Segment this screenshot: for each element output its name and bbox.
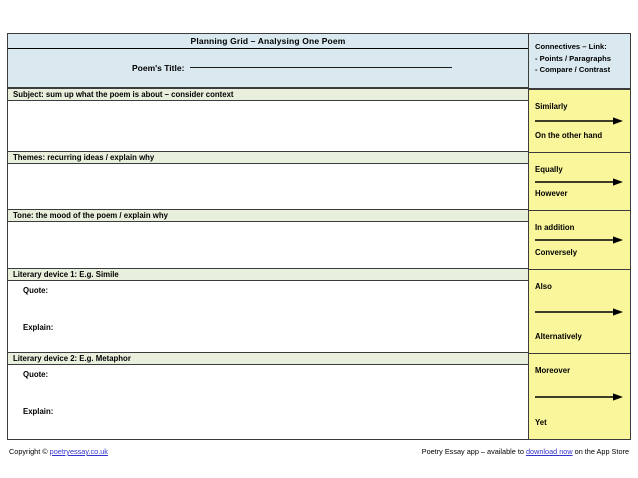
- quote-label: Quote:: [23, 370, 49, 380]
- arrow-right-icon: [535, 178, 623, 186]
- section-label-text: Literary device 2: E.g. Metaphor: [13, 354, 131, 364]
- connectives-header-line-3: - Compare / Contrast: [535, 65, 611, 74]
- connective-word-top: In addition: [535, 223, 575, 233]
- footer-app-text-suffix: on the App Store: [572, 447, 629, 456]
- arrow-right-icon: [535, 393, 623, 401]
- section-label-literary-device-1: [8, 268, 528, 281]
- section-label-text: Themes: recurring ideas / explain why: [13, 153, 155, 163]
- connective-word-bottom: However: [535, 189, 568, 199]
- section-label-themes: [8, 151, 528, 164]
- arrow-right-icon: [535, 236, 623, 244]
- poetryessay-link[interactable]: poetryessay.co.uk: [49, 447, 108, 456]
- connective-word-bottom: Yet: [535, 418, 547, 427]
- section-body-tone[interactable]: [8, 222, 528, 268]
- poem-title-row: [8, 49, 528, 88]
- connective-word-top: Moreover: [535, 366, 571, 376]
- connective-word-top: Similarly: [535, 101, 568, 111]
- poem-title-label: Poem's Title:: [132, 62, 185, 73]
- footer-app-text-prefix: Poetry Essay app – available to: [421, 447, 526, 456]
- section-label-text: Literary device 1: E.g. Simile: [13, 269, 119, 279]
- section-body-subject[interactable]: [8, 101, 528, 152]
- footer-copyright: [9, 447, 108, 456]
- poem-title-input-line[interactable]: [190, 67, 452, 68]
- connective-word-top: Also: [535, 281, 552, 291]
- connectives-header: [529, 34, 630, 89]
- connectives-header-line-2: - Points / Paragraphs: [535, 53, 611, 63]
- grid-title-row: [8, 34, 528, 49]
- section-body-themes[interactable]: [8, 164, 528, 209]
- connective-cell-themes: [529, 152, 630, 210]
- arrow-right-icon: [535, 308, 623, 316]
- explain-label: Explain:: [23, 407, 54, 417]
- section-label-text: Subject: sum up what the poem is about – consider context: [13, 89, 234, 99]
- section-label-subject: [8, 88, 528, 101]
- page-title: Planning Grid – Analysing One Poem: [190, 35, 346, 46]
- connective-cell-subject: [529, 89, 630, 153]
- section-label-tone: [8, 209, 528, 222]
- grid-left-column: [8, 34, 529, 439]
- connective-word-bottom: On the other hand: [535, 131, 603, 141]
- connective-word-bottom: Conversely: [535, 247, 578, 257]
- connectives-column: [529, 34, 630, 439]
- footer-copyright-text: Copyright ©: [9, 447, 50, 456]
- connective-word-bottom: Alternatively: [535, 332, 582, 342]
- download-now-link[interactable]: download now: [525, 447, 573, 456]
- section-label-text: Tone: the mood of the poem / explain why: [13, 211, 168, 221]
- section-body-literary-device-2[interactable]: [8, 365, 528, 439]
- section-body-literary-device-1[interactable]: [8, 281, 528, 353]
- connectives-header-line-1: Connectives – Link:: [535, 42, 607, 51]
- connective-cell-literary-device-1: [529, 269, 630, 354]
- quote-label: Quote:: [23, 285, 49, 295]
- arrow-right-icon: [535, 117, 623, 125]
- explain-label: Explain:: [23, 322, 54, 332]
- section-label-literary-device-2: [8, 352, 528, 365]
- connective-cell-tone: [529, 210, 630, 269]
- footer: [0, 447, 638, 461]
- connective-cell-literary-device-2: [529, 353, 630, 439]
- planning-grid: [7, 33, 631, 440]
- connective-word-top: Equally: [535, 165, 563, 175]
- footer-app-promo: [422, 447, 629, 456]
